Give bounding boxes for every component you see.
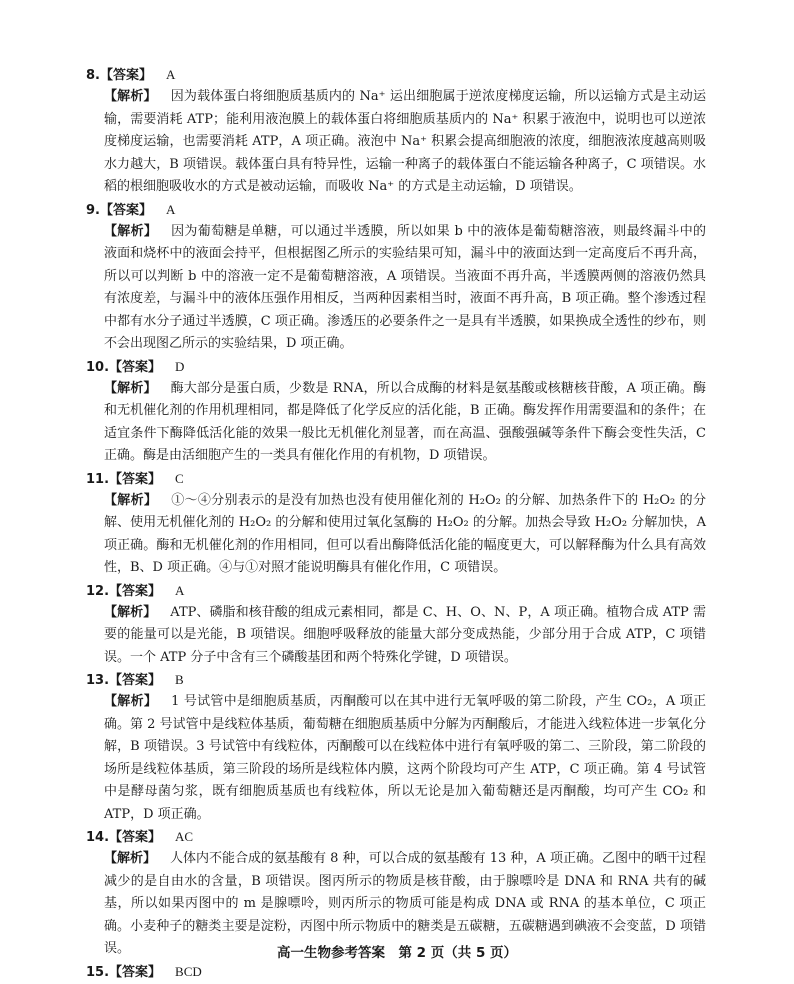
analysis-label: 【解析】: [104, 89, 157, 104]
question-number: 11.: [86, 471, 110, 487]
question-number: 12.: [86, 583, 110, 599]
analysis-text: 因为葡萄糖是单糖，可以通过半透膜，所以如果 b 中的液体是葡萄糖溶液，则最终漏斗中的液面和烧杯中的液面会持平，但根据图乙所示的实验结果可知，漏斗中的液面达到一定高度后不再升高，所以可以判断 b 中的溶液一定不是葡萄糖溶液，A 项错误。当液面不再升高，半透膜两侧的溶液仍然具有浓度差，与漏斗中的液体压强作用相反，当两种因素相当时，液面不再升高，B 项正确。整个渗透过程中都有水分子通过半透膜，C 项正确。渗透压的必要条件之一是具有半透膜，如果换成全透性的纱布，则不会出现图乙所示的实验结果，D 项正确。: [104, 223, 706, 351]
answer-line: [86, 961, 706, 983]
analysis-label: 【解析】: [104, 380, 157, 396]
question-number: 9.: [86, 202, 100, 218]
answer-item-9: [86, 199, 706, 356]
answer-value: A: [166, 201, 176, 217]
answer-value: A: [175, 582, 185, 598]
analysis-text: ①～④分别表示的是没有加热也没有使用催化剂的 H₂O₂ 的分解、加热条件下的 H₂O₂ 的分解、使用无机催化剂的 H₂O₂ 的分解和使用过氧化氢酶的 H₂O₂ 的分解。加热会导致 H₂O₂ 分解加快，A 项正确。酶和无机催化剂的作用相同，但可以看出酶降低活化能的幅度更大，可以解释酶为什么具有高效性，B、D 项正确。④与①对照才能说明酶具有催化作用，C 项错误。: [104, 492, 706, 575]
question-number: 13.: [86, 673, 110, 688]
question-number: 8.: [86, 68, 100, 83]
answer-line: [86, 64, 706, 86]
question-number: 14.: [86, 830, 110, 845]
answer-label: 【答案】: [99, 202, 152, 218]
answer-line: [86, 468, 706, 490]
answer-line: [86, 669, 706, 691]
answer-label: 【答案】: [109, 471, 162, 487]
answer-value: B: [175, 672, 184, 687]
answer-label: 【答案】: [109, 583, 162, 599]
answer-item-10: [86, 356, 706, 468]
answer-label: 【答案】: [109, 830, 162, 845]
answer-line: [86, 356, 706, 378]
question-number: 15.: [86, 964, 110, 980]
answer-value: A: [166, 67, 176, 82]
answer-item-12: [86, 580, 706, 670]
analysis-label: 【解析】: [104, 694, 158, 709]
analysis-label: 【解析】: [104, 223, 158, 239]
answer-value: D: [175, 358, 185, 374]
answer-label: 【答案】: [109, 359, 162, 375]
answer-line: [86, 580, 706, 602]
answer-label: 【答案】: [109, 964, 162, 980]
answer-label: 【答案】: [99, 68, 152, 83]
analysis-paragraph: [86, 378, 706, 468]
analysis-paragraph: [86, 602, 706, 670]
analysis-paragraph: [86, 86, 706, 199]
analysis-paragraph: [86, 221, 706, 356]
answer-value: BCD: [175, 963, 202, 979]
analysis-text: 人体内不能合成的氨基酸有 8 种，可以合成的氨基酸有 13 种，A 项正确。乙图中的晒干过程减少的是自由水的含量，B 项错误。图丙所示的物质是核苷酸，由于腺嘌呤是 DNA 和 RNA 共有的碱基，所以如果丙图中的 m 是腺嘌呤，则丙所示的物质可能是构成 DNA 或 RNA 的基本单位，C 项正确。小麦种子的糖类主要是淀粉，丙图中所示物质中的糖类是五碳糖，五碳糖遇到碘液不会变蓝，D 项错误。: [104, 851, 706, 956]
analysis-label: 【解析】: [104, 604, 157, 620]
answer-list: [86, 64, 706, 983]
answer-label: 【答案】: [109, 673, 162, 688]
answer-item-11: [86, 468, 706, 580]
answer-value: C: [175, 470, 184, 486]
answer-item-13: [86, 669, 706, 826]
analysis-paragraph: [86, 490, 706, 580]
answer-line: [86, 826, 706, 848]
answer-line: [86, 199, 706, 221]
page-footer: 高一生物参考答案 第 2 页（共 5 页）: [276, 945, 518, 961]
question-number: 10.: [86, 359, 110, 375]
analysis-text: ATP、磷脂和核苷酸的组成元素相同，都是 C、H、O、N、P，A 项正确。植物合成 ATP 需要的能量可以是光能，B 项错误。细胞呼吸释放的能量大部分变成热能，少部分用于合成 ATP，C 项错误。一个 ATP 分子中含有三个磷酸基团和两个特殊化学键，D 项错误。: [104, 604, 706, 665]
analysis-paragraph: [86, 691, 706, 826]
answer-item-15: [86, 961, 706, 983]
analysis-text: 1 号试管中是细胞质基质，丙酮酸可以在其中进行无氧呼吸的第二阶段，产生 CO₂，A 项正确。第 2 号试管中是线粒体基质，葡萄糖在细胞质基质中分解为丙酮酸后，才能进入线粒体进一步氧化分解，B 项错误。3 号试管中有线粒体，丙酮酸可以在线粒体中进行有氧呼吸的第二、三阶段，第二阶段的场所是线粒体基质，第三阶段的场所是线粒体内膜，这两个阶段均可产生 ATP，C 项正确。第 4 号试管中是酵母菌匀浆，既有细胞质基质也有线粒体，所以无论是加入葡萄糖还是丙酮酸，均可产生 CO₂ 和 ATP，D 项正确。: [104, 694, 706, 822]
analysis-label: 【解析】: [104, 492, 158, 508]
answer-item-8: [86, 64, 706, 199]
analysis-text: 因为载体蛋白将细胞质基质内的 Na⁺ 运出细胞属于逆浓度梯度运输，所以运输方式是主动运输，需要消耗 ATP；能利用液泡膜上的载体蛋白将细胞质基质内的 Na⁺ 积累于液泡中，说明也可以逆浓度梯度运输，也需要消耗 ATP，A 项正确。液泡中 Na⁺ 积累会提高细胞液的浓度，细胞液浓度越高则吸水力越大，B 项错误。载体蛋白具有特异性，运输一种离子的载体蛋白不能运输各种离子，C 项错误。水稻的根细胞吸收水的方式是被动运输，而吸收 Na⁺ 的方式是主动运输，D 项错误。: [104, 89, 706, 194]
analysis-label: 【解析】: [104, 851, 157, 866]
analysis-text: 酶大部分是蛋白质，少数是 RNA，所以合成酶的材料是氨基酸或核糖核苷酸，A 项正确。酶和无机催化剂的作用机理相同，都是降低了化学反应的活化能，B 正确。酶发挥作用需要温和的条件；在适宜条件下酶降低活化能的效果一般比无机催化剂显著，而在高温、强酸强碱等条件下酶会变性失活，C 正确。酶是由活细胞产生的一类具有催化作用的有机物，D 项错误。: [104, 380, 706, 463]
answer-value: AC: [175, 829, 194, 844]
